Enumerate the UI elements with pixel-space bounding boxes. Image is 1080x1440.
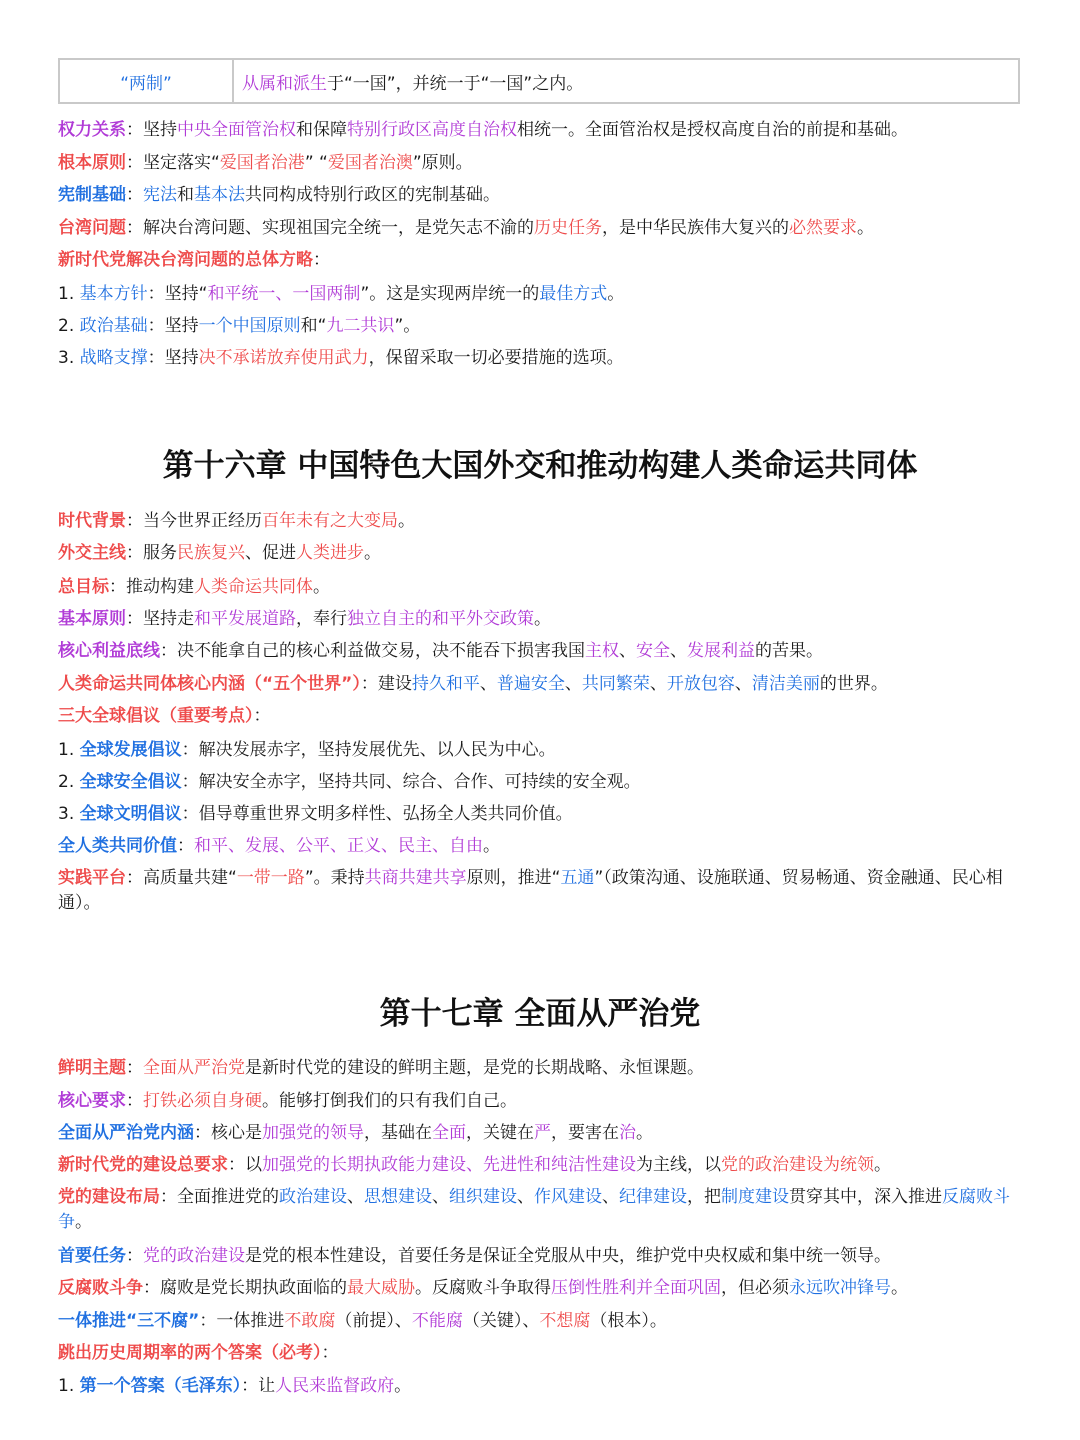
highlight-text: 必然要求 bbox=[789, 218, 857, 238]
body-text: ： bbox=[321, 1343, 339, 1363]
highlight-text: 历史任务 bbox=[534, 218, 602, 238]
body-text: ： bbox=[126, 185, 143, 205]
body-text: 和 bbox=[177, 185, 194, 205]
body-text: 原则，推进“ bbox=[466, 868, 561, 888]
body-text: ，但必须 bbox=[721, 1278, 789, 1298]
item-label: 全球发展倡议 bbox=[79, 740, 182, 760]
point-era-background bbox=[58, 509, 1028, 534]
body-text: ：坚定落实“ bbox=[126, 153, 220, 173]
body-text: 。 bbox=[607, 284, 625, 304]
item-label: 全球安全倡议 bbox=[79, 772, 182, 792]
point-common-values bbox=[58, 834, 1028, 859]
point-label: 全人类共同价值 bbox=[58, 836, 177, 856]
point-label: 首要任务 bbox=[58, 1246, 126, 1266]
highlight-text: 清洁美丽 bbox=[751, 674, 820, 694]
highlight-text: 不想腐 bbox=[539, 1311, 591, 1331]
body-text: 。 bbox=[534, 609, 551, 629]
list-item bbox=[58, 314, 1028, 339]
body-text: ，把 bbox=[687, 1187, 721, 1207]
point-label: 人类命运共同体核心内涵（“五个世界”） bbox=[58, 674, 361, 694]
point-label: 核心要求 bbox=[58, 1091, 126, 1111]
body-text: ” “ bbox=[304, 153, 328, 173]
point-label: 跳出历史周期率的两个答案（必考） bbox=[58, 1343, 322, 1363]
point-label: 外交主线 bbox=[58, 543, 126, 563]
highlight-text: 民族复兴 bbox=[177, 543, 245, 563]
point-label: 基本原则 bbox=[58, 609, 126, 629]
body-text: ：坚持 bbox=[147, 348, 199, 368]
highlight-text: 和平、发展、公平、正义、民主、自由 bbox=[194, 836, 483, 856]
body-text: ：坚持 bbox=[126, 120, 177, 140]
chapter-16-title: 第十六章 中国特色大国外交和推动构建人类命运共同体 bbox=[162, 448, 918, 484]
table-cell-definition bbox=[234, 60, 1018, 102]
body-text: 。 bbox=[483, 836, 500, 856]
body-text: 、 bbox=[479, 674, 497, 694]
highlight-text: 百年未有之大变局 bbox=[262, 511, 398, 531]
highlight-text: 永远吹冲锋号 bbox=[789, 1278, 891, 1298]
highlight-text: 加强党的长期执政能力建设、先进性和纯洁性建设 bbox=[262, 1155, 636, 1175]
point-label: 全面从严治党内涵 bbox=[58, 1123, 194, 1143]
point-label: 时代背景 bbox=[58, 511, 126, 531]
point-label: 总目标 bbox=[58, 577, 109, 597]
body-text: 。 bbox=[891, 1278, 908, 1298]
highlight-text: 五通 bbox=[560, 868, 595, 888]
body-text: 的苦果。 bbox=[755, 641, 823, 661]
body-text: 、 bbox=[517, 1187, 534, 1207]
body-text: 相统一。全面管治权是授权高度自治的前提和基础。 bbox=[517, 120, 908, 140]
body-text: 为主线，以 bbox=[636, 1155, 721, 1175]
body-text: ：高质量共建“ bbox=[126, 868, 237, 888]
point-anti-corruption bbox=[58, 1276, 1028, 1301]
point-taiwan-strategy-heading bbox=[58, 248, 1028, 273]
highlight-text: 政治建设 bbox=[279, 1187, 347, 1207]
chapter-17-title: 第十七章 全面从严治党 bbox=[379, 996, 701, 1032]
list-number: 2. bbox=[58, 316, 80, 336]
point-label: 根本原则 bbox=[58, 153, 126, 173]
point-label: 实践平台 bbox=[58, 868, 126, 888]
point-taiwan-issue bbox=[58, 216, 1028, 241]
highlight-text: 开放包容 bbox=[666, 674, 735, 694]
item-label: 基本方针 bbox=[79, 284, 148, 304]
highlight-text: 发展利益 bbox=[687, 641, 755, 661]
body-text: ：解决台湾问题、实现祖国完全统一，是党矢志不渝的 bbox=[126, 218, 534, 238]
list-number: 2. bbox=[58, 772, 80, 792]
body-text: 贯穿其中，深入推进 bbox=[789, 1187, 942, 1207]
highlight-text: 党的政治建设 bbox=[143, 1246, 245, 1266]
point-connotation bbox=[58, 1121, 1028, 1146]
body-text: ：建设 bbox=[360, 674, 412, 694]
list-item bbox=[58, 770, 1028, 795]
body-text: ：解决安全赤字，坚持共同、综合、合作、可持续的安全观。 bbox=[181, 772, 641, 792]
body-text: ”（政策沟通、设施联通、贸易畅通、资金融通、民心相通）。 bbox=[58, 868, 1003, 913]
list-item bbox=[58, 346, 1028, 371]
body-text: ：以 bbox=[228, 1155, 262, 1175]
highlight-text: 不能腐 bbox=[411, 1311, 463, 1331]
highlight-text: 全面从严治党 bbox=[143, 1058, 245, 1078]
body-text: （根本）。 bbox=[590, 1311, 667, 1331]
body-text: ：核心是 bbox=[194, 1123, 262, 1143]
highlight-text: 纪律建设 bbox=[619, 1187, 687, 1207]
highlight-text: 不敢腐 bbox=[284, 1311, 336, 1331]
body-text: 、促进 bbox=[245, 543, 296, 563]
body-text: ：坚持走 bbox=[126, 609, 194, 629]
body-text: ”原则。 bbox=[412, 153, 473, 173]
list-number: 3. bbox=[58, 348, 80, 368]
point-basic-principle bbox=[58, 607, 1028, 632]
body-text: ：全面推进党的 bbox=[160, 1187, 279, 1207]
highlight-text: 人类进步 bbox=[296, 543, 364, 563]
highlight-text: 持久和平 bbox=[411, 674, 480, 694]
highlight-text: 爱国者治澳 bbox=[327, 153, 413, 173]
body-text: 、 bbox=[432, 1187, 449, 1207]
body-text: 。反腐败斗争取得 bbox=[415, 1278, 551, 1298]
highlight-text: 普遍安全 bbox=[496, 674, 565, 694]
body-text: ：当今世界正经历 bbox=[126, 511, 262, 531]
highlight-text: 特别行政区高度自治权 bbox=[347, 120, 517, 140]
list-item bbox=[58, 282, 1028, 307]
body-text: ，是中华民族伟大复兴的 bbox=[602, 218, 789, 238]
point-label: 权力关系 bbox=[58, 120, 126, 140]
point-label: 核心利益底线 bbox=[58, 641, 160, 661]
highlight-text: 安全 bbox=[636, 641, 670, 661]
body-text: ： bbox=[177, 836, 194, 856]
highlight-text: 最佳方式 bbox=[539, 284, 608, 304]
point-power-relation bbox=[58, 118, 1028, 143]
body-text: （关键）、 bbox=[462, 1311, 540, 1331]
body-text: 于“一国”，并统一于“一国”之内。 bbox=[327, 73, 584, 94]
body-text: 。 bbox=[364, 543, 381, 563]
point-label: 台湾问题 bbox=[58, 218, 126, 238]
body-text: 、 bbox=[670, 641, 687, 661]
body-text: ：推动构建 bbox=[109, 577, 194, 597]
point-two-answers-heading bbox=[58, 1341, 1028, 1366]
body-text: 共同构成特别行政区的宪制基础。 bbox=[245, 185, 500, 205]
body-text: ”。秉持 bbox=[304, 868, 365, 888]
highlight-text: 治 bbox=[619, 1123, 636, 1143]
body-text: 。能够打倒我们的只有我们自己。 bbox=[262, 1091, 517, 1111]
body-text: ：让 bbox=[241, 1376, 276, 1396]
body-text: ：坚持“ bbox=[147, 284, 208, 304]
point-five-worlds bbox=[58, 672, 1028, 697]
body-text: ： bbox=[126, 1246, 143, 1266]
point-label: 三大全球倡议（重要考点） bbox=[58, 706, 254, 726]
point-label: 反腐败斗争 bbox=[58, 1278, 143, 1298]
highlight-text: 从属和派生 bbox=[242, 73, 327, 94]
body-text: ：腐败是党长期执政面临的 bbox=[143, 1278, 347, 1298]
body-text: 的世界。 bbox=[819, 674, 888, 694]
body-text: ，关键在 bbox=[466, 1123, 534, 1143]
item-label: 战略支撑 bbox=[79, 348, 148, 368]
highlight-text: 严 bbox=[534, 1123, 551, 1143]
body-text: 、 bbox=[734, 674, 752, 694]
item-label: 全球文明倡议 bbox=[79, 804, 182, 824]
point-general-requirement bbox=[58, 1153, 1028, 1178]
body-text: ，要害在 bbox=[551, 1123, 619, 1143]
body-text: ，保留采取一切必要措施的选项。 bbox=[368, 348, 624, 368]
list-number: 3. bbox=[58, 804, 80, 824]
body-text: ，基础在 bbox=[364, 1123, 432, 1143]
highlight-text: 和平统一、一国两制 bbox=[207, 284, 361, 304]
highlight-text: 作风建设 bbox=[534, 1187, 602, 1207]
body-text: 、 bbox=[347, 1187, 364, 1207]
body-text: 。 bbox=[398, 511, 415, 531]
highlight-text: 和平发展道路 bbox=[194, 609, 296, 629]
body-text: 。 bbox=[636, 1123, 653, 1143]
body-text: 是新时代党的建设的鲜明主题，是党的长期战略、永恒课题。 bbox=[245, 1058, 704, 1078]
point-label: 新时代党的建设总要求 bbox=[58, 1155, 228, 1175]
item-label: 第一个答案（毛泽东） bbox=[79, 1376, 242, 1396]
body-text: 、 bbox=[602, 1187, 619, 1207]
highlight-text: 打铁必须自身硬 bbox=[143, 1091, 262, 1111]
point-construction-layout bbox=[58, 1185, 1024, 1235]
body-text: 和保障 bbox=[296, 120, 347, 140]
comparison-table-row bbox=[58, 58, 1020, 104]
body-text: 。 bbox=[874, 1155, 891, 1175]
point-three-no-corruption bbox=[58, 1309, 1028, 1334]
point-practice-platform bbox=[58, 866, 1024, 916]
body-text: ：决不能拿自己的核心利益做交易，决不能吞下损害我国 bbox=[160, 641, 585, 661]
point-core-interests bbox=[58, 639, 1028, 664]
point-overall-goal bbox=[58, 575, 1028, 600]
body-text: （前提）、 bbox=[335, 1311, 412, 1331]
highlight-text: 主权 bbox=[585, 641, 619, 661]
highlight-text: 决不承诺放弃使用武力 bbox=[198, 348, 369, 368]
highlight-text: 爱国者治港 bbox=[219, 153, 305, 173]
list-item bbox=[58, 738, 1028, 763]
point-label: 新时代党解决台湾问题的总体方略 bbox=[58, 250, 313, 270]
body-text: 。 bbox=[75, 1212, 92, 1232]
highlight-text: 制度建设 bbox=[721, 1187, 789, 1207]
highlight-text: 思想建设 bbox=[364, 1187, 432, 1207]
highlight-text: 九二共识 bbox=[326, 316, 395, 336]
list-item bbox=[58, 1374, 1028, 1399]
body-text: ： bbox=[313, 250, 330, 270]
point-primary-task bbox=[58, 1244, 1028, 1269]
highlight-text: 人类命运共同体 bbox=[194, 577, 313, 597]
highlight-text: 压倒性胜利并全面巩固 bbox=[551, 1278, 721, 1298]
highlight-text: 宪法 bbox=[143, 185, 177, 205]
highlight-text: 党的政治建设为统领 bbox=[721, 1155, 874, 1175]
body-text: ：倡导尊重世界文明多样性、弘扬全人类共同价值。 bbox=[181, 804, 573, 824]
body-text: 。 bbox=[394, 1376, 412, 1396]
highlight-text: 一个中国原则 bbox=[198, 316, 301, 336]
highlight-text: 最大威胁 bbox=[347, 1278, 415, 1298]
point-label: 宪制基础 bbox=[58, 185, 126, 205]
highlight-text: 加强党的领导 bbox=[262, 1123, 364, 1143]
body-text: ： bbox=[253, 706, 271, 726]
body-text: ：解决发展赤字，坚持发展优先、以人民为中心。 bbox=[181, 740, 556, 760]
body-text: 、 bbox=[619, 641, 636, 661]
body-text: ： bbox=[126, 1091, 143, 1111]
highlight-text: 人民来监督政府 bbox=[275, 1376, 395, 1396]
body-text: 、 bbox=[649, 674, 667, 694]
highlight-text: 独立自主的和平外交政策 bbox=[347, 609, 534, 629]
body-text: 是党的根本性建设，首要任务是保证全党服从中央，维护党中央权威和集中统一领导。 bbox=[245, 1246, 891, 1266]
highlight-text: 全面 bbox=[432, 1123, 466, 1143]
body-text: ：坚持 bbox=[147, 316, 199, 336]
point-three-initiatives-heading bbox=[58, 704, 1028, 729]
point-diplomacy-mainline bbox=[58, 541, 1028, 566]
point-label: 鲜明主题 bbox=[58, 1058, 126, 1078]
body-text: 、 bbox=[564, 674, 582, 694]
highlight-text: 中央全面管治权 bbox=[177, 120, 296, 140]
body-text: 和“ bbox=[300, 316, 327, 336]
list-number: 1. bbox=[58, 284, 80, 304]
list-number: 1. bbox=[58, 740, 80, 760]
list-item bbox=[58, 802, 1028, 827]
body-text: ”。这是实现两岸统一的 bbox=[360, 284, 540, 304]
highlight-text: 共同繁荣 bbox=[581, 674, 650, 694]
point-distinct-theme bbox=[58, 1056, 1028, 1081]
point-constitutional-basis bbox=[58, 183, 1028, 208]
body-text: 。 bbox=[313, 577, 330, 597]
highlight-text: 反腐败斗争 bbox=[58, 1187, 1010, 1232]
point-label: 党的建设布局 bbox=[58, 1187, 160, 1207]
item-label: 政治基础 bbox=[79, 316, 148, 336]
highlight-text: 共商共建共享 bbox=[364, 868, 467, 888]
point-core-requirement bbox=[58, 1089, 1028, 1114]
body-text: ： bbox=[126, 1058, 143, 1078]
highlight-text: 一带一路 bbox=[236, 868, 305, 888]
table-cell-term: “两制” bbox=[60, 60, 234, 102]
list-number: 1. bbox=[58, 1376, 80, 1396]
body-text: ”。 bbox=[394, 316, 421, 336]
highlight-text: 基本法 bbox=[194, 185, 245, 205]
body-text: ：一体推进 bbox=[199, 1311, 285, 1331]
point-label: 一体推进“三不腐” bbox=[58, 1311, 200, 1331]
body-text: ：服务 bbox=[126, 543, 177, 563]
point-fundamental-principle bbox=[58, 151, 1028, 176]
body-text: 。 bbox=[857, 218, 874, 238]
body-text: ，奉行 bbox=[296, 609, 347, 629]
highlight-text: 组织建设 bbox=[449, 1187, 517, 1207]
